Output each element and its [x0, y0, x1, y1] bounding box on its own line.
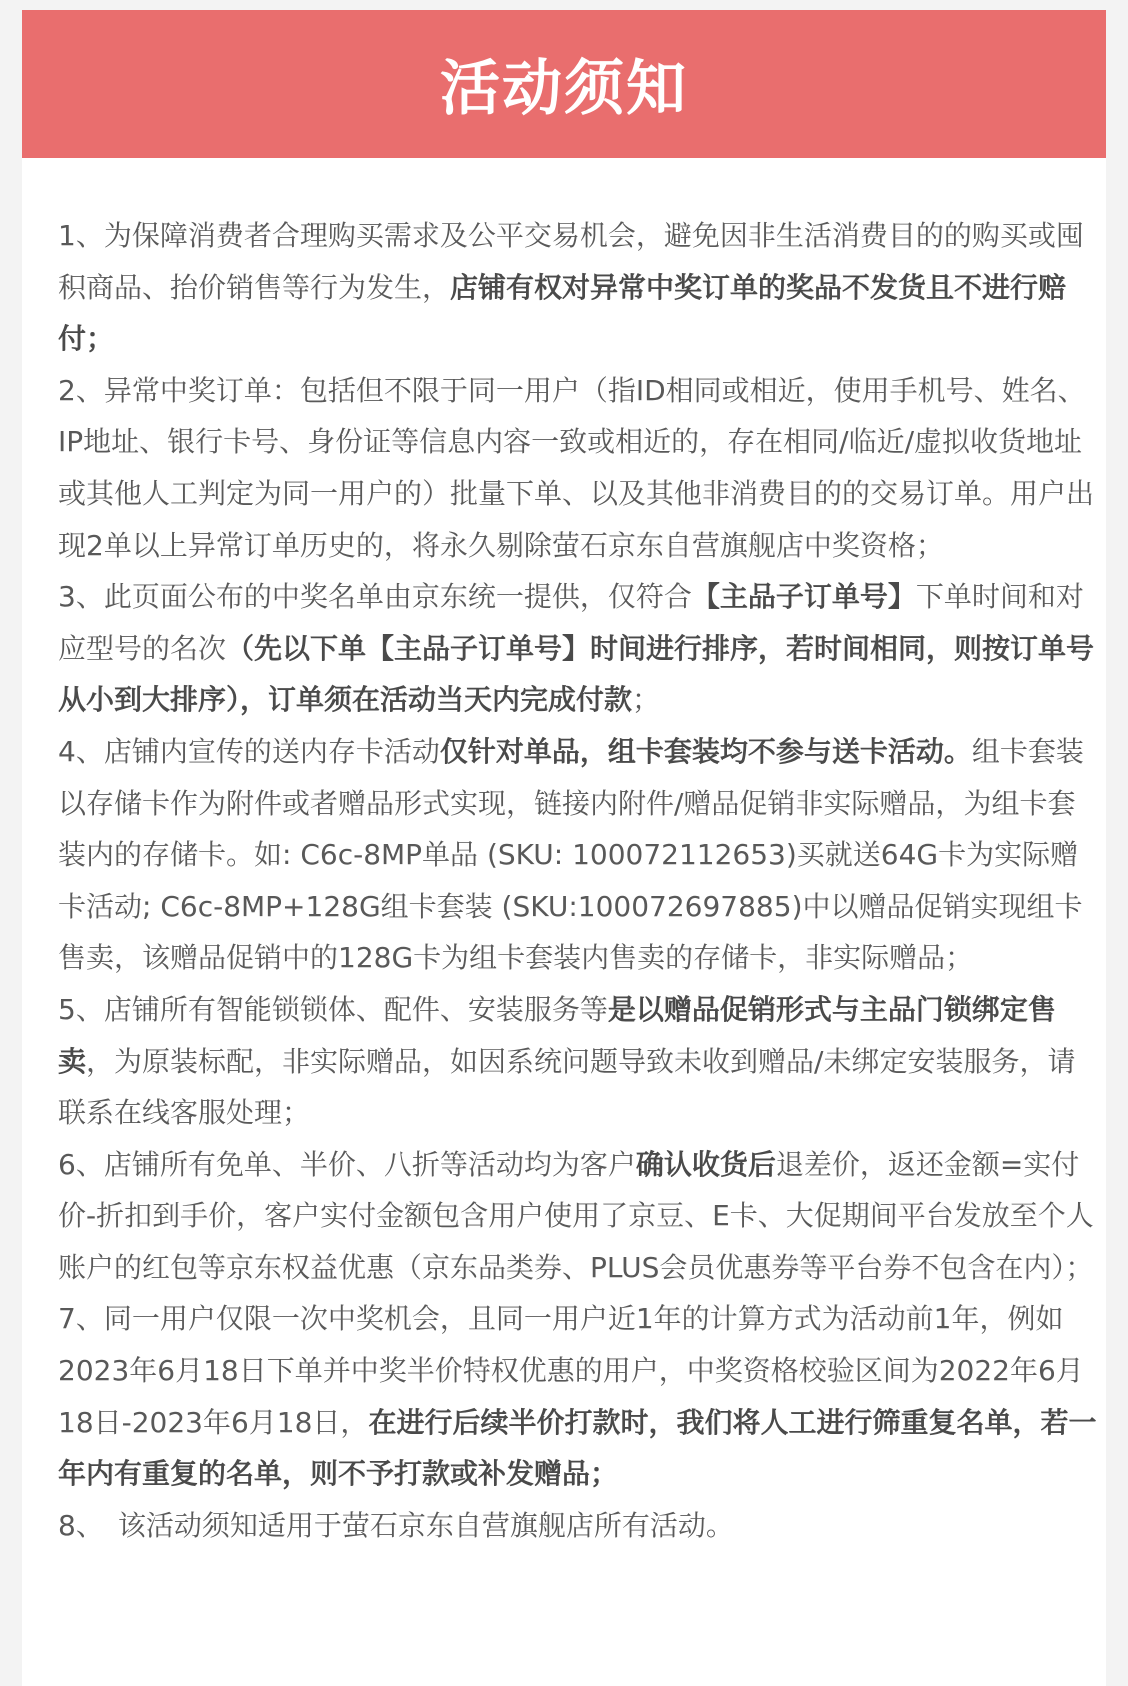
page-title: 活动须知 [440, 54, 688, 124]
notice-item-1 [58, 210, 1098, 365]
notice-content [58, 210, 1098, 1551]
notice-item-5 [58, 984, 1098, 1139]
notice-text: 退差价，返还金额=实付价-折扣到手价，客户实付金额包含用户使用了京豆、E卡、大促期间平台发放至个人账户的红包等京东权益优惠（京东品类券、PLUS会员优惠券等平台券不包含在内）； [58, 1147, 1094, 1284]
notice-item-2 [58, 365, 1098, 571]
notice-text: 8、 该活动须知适用于萤石京东自营旗舰店所有活动。 [58, 1508, 734, 1542]
notice-text: 组卡套装以存储卡作为附件或者赠品形式实现，链接内附件/赠品促销非实际赠品，为组卡套装内的存储卡。如: C6c-8MP单品 (SKU: 100072112653)买就送64G卡为实际赠卡活动; C6c-8MP+128G组卡套装 (SKU:100072697885)中以赠品促销实现组卡售卖，该赠品促销中的128G卡为组卡套装内售卖的存储卡，非实际赠品； [58, 734, 1084, 975]
notice-item-8 [58, 1500, 1098, 1552]
notice-text: 3、此页面公布的中奖名单由京东统一提供，仅符合 [58, 580, 692, 614]
notice-emphasis: 【主品子订单号】 [691, 580, 916, 614]
notice-text: 1、为保障消费者合理购买需求及公平交易机会，避免因非生活消费目的的购买或囤积商品、抬价销售等行为发生， [58, 219, 1084, 304]
notice-text: 5、店铺所有智能锁锁体、配件、安装服务等 [58, 992, 608, 1026]
notice-header [22, 10, 1106, 158]
notice-card [22, 10, 1106, 1686]
notice-text: ，为原装标配，非实际赠品，如因系统问题导致未收到赠品/未绑定安装服务，请联系在线客服处理； [58, 1044, 1076, 1130]
notice-item-7 [58, 1293, 1098, 1499]
notice-emphasis: 仅针对单品，组卡套装均不参与送卡活动。 [439, 734, 972, 768]
notice-emphasis: 确认收货后 [635, 1147, 776, 1181]
notice-text: 7、同一用户仅限一次中奖机会，且同一用户近1年的计算方式为活动前1年，例如2023年6月18日下单并中奖半价特权优惠的用户，中奖资格校验区间为2022年6月18日-2023年6月18日， [58, 1302, 1084, 1439]
notice-item-4 [58, 726, 1098, 984]
notice-emphasis: （先以下单【主品子订单号】时间进行排序，若时间相同，则按订单号从小到大排序），订单须在活动当天内完成付款 [58, 631, 1095, 717]
notice-text: 下单时间和对应型号的名次 [58, 580, 1084, 665]
notice-item-6 [58, 1139, 1098, 1294]
notice-text: 4、店铺内宣传的送内存卡活动 [58, 734, 440, 768]
notice-text: 2、异常中奖订单：包括但不限于同一用户（指ID相同或相近，使用手机号、姓名、IP地址、银行卡号、身份证等信息内容一致或相近的，存在相同/临近/虚拟收货地址或其他人工判定为同一用户的）批量下单、以及其他非消费目的的交易订单。用户出现2单以上异常订单历史的，将永久剔除萤石京东自营旗舰店中奖资格； [58, 373, 1095, 562]
notice-emphasis: 在进行后续半价打款时，我们将人工进行筛重复名单，若一年内有重复的名单，则不予打款或补发赠品； [58, 1405, 1097, 1491]
notice-text: 6、店铺所有免单、半价、八折等活动均为客户 [58, 1147, 636, 1181]
notice-emphasis: 是以赠品促销形式与主品门锁绑定售卖 [58, 992, 1056, 1078]
notice-emphasis: 店铺有权对异常中奖订单的奖品不发货且不进行赔付； [58, 270, 1067, 356]
notice-text: ； [632, 683, 661, 717]
notice-item-3 [58, 571, 1098, 726]
